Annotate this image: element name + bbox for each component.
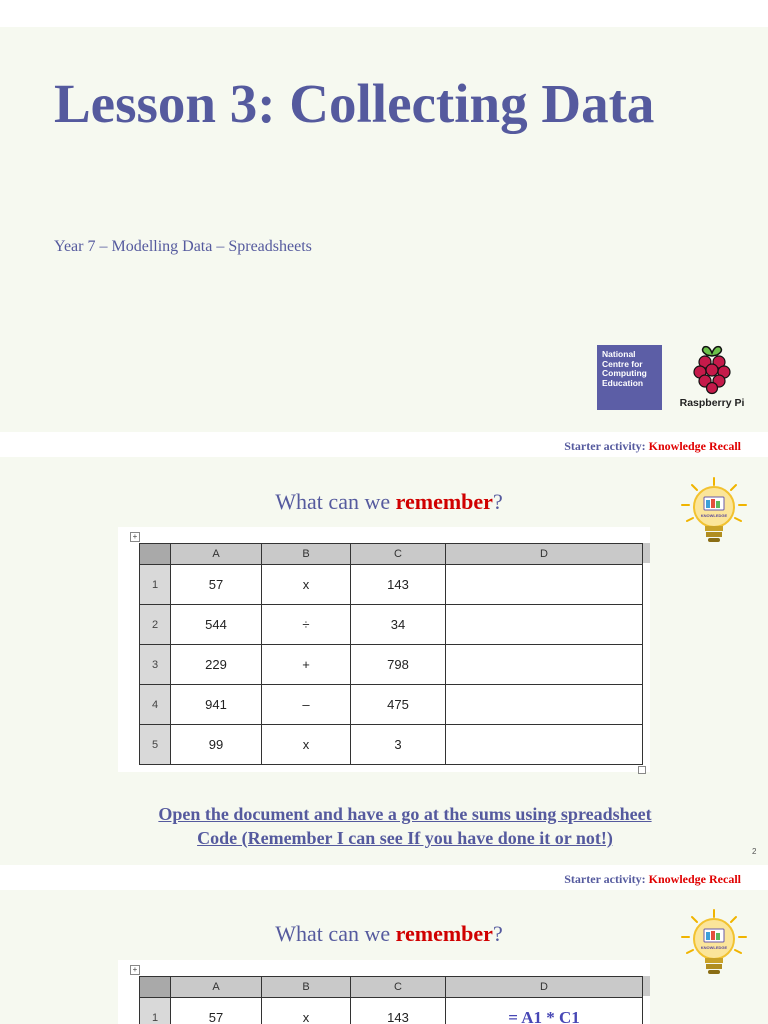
raspberry-icon: [690, 343, 734, 395]
badge-caption: KNOWLEDGE: [700, 945, 728, 950]
cell-d: [446, 685, 643, 725]
row-number: 1: [140, 565, 171, 605]
cell-b: –: [262, 685, 351, 725]
starter-label: Starter activity:: [564, 872, 646, 886]
table-move-handle[interactable]: +: [130, 532, 140, 542]
cell-a: 57: [171, 565, 262, 605]
row-number: 1: [140, 998, 171, 1024]
lesson-title: Lesson 3: Collecting Data: [54, 73, 655, 134]
starter-topic: Knowledge Recall: [648, 439, 741, 453]
column-header-a: A: [171, 544, 262, 565]
heading-text: What can we: [275, 921, 396, 946]
ncce-logo: [597, 345, 662, 410]
badge-caption: KNOWLEDGE: [700, 513, 728, 518]
cell-a: 229: [171, 645, 262, 685]
table-row: [140, 605, 643, 645]
heading-emphasis: remember: [395, 489, 493, 514]
table-row: [140, 565, 643, 605]
cell-d-formula: = A1 * C1: [446, 998, 643, 1024]
column-header-a: A: [171, 977, 262, 998]
lightbulb-icon: [674, 475, 754, 547]
cell-c: 143: [351, 565, 446, 605]
slide-heading: [0, 489, 768, 515]
corner-cell: [140, 544, 171, 565]
instruction-line: Code (Remember I can see If you have done it or not!): [197, 828, 613, 848]
column-header-row: [140, 544, 643, 565]
slide-heading: [0, 921, 768, 947]
answer-slide: [0, 890, 768, 1024]
cell-d: [446, 565, 643, 605]
cell-b: x: [262, 725, 351, 765]
row-number: 5: [140, 725, 171, 765]
column-header-d: D: [446, 977, 643, 998]
cell-d: [446, 645, 643, 685]
corner-cell: [140, 977, 171, 998]
cell-b: x: [262, 565, 351, 605]
starter-activity-label: [564, 872, 741, 887]
spreadsheet-image: [118, 960, 650, 1024]
lightbulb-icon: [674, 907, 754, 979]
cell-a: 99: [171, 725, 262, 765]
heading-text: What can we: [275, 489, 396, 514]
spreadsheet-grid: [139, 976, 643, 1024]
row-number: 2: [140, 605, 171, 645]
ncce-logo-line: Education: [602, 377, 644, 388]
column-header-c: C: [351, 977, 446, 998]
starter-topic: Knowledge Recall: [648, 872, 741, 886]
row-number: 3: [140, 645, 171, 685]
cell-c: 34: [351, 605, 446, 645]
cell-b: x: [262, 998, 351, 1024]
column-header-row: [140, 977, 643, 998]
page-number: 2: [752, 847, 757, 856]
lesson-subtitle: Year 7 – Modelling Data – Spreadsheets: [54, 238, 312, 255]
column-header-b: B: [262, 977, 351, 998]
ncce-logo-line: Computing: [602, 368, 647, 378]
instruction-link[interactable]: [0, 802, 768, 850]
table-row: [140, 725, 643, 765]
cell-c: 475: [351, 685, 446, 725]
heading-punct: ?: [492, 489, 503, 514]
column-header-d: D: [446, 544, 643, 565]
table-row: [140, 645, 643, 685]
table-move-handle[interactable]: +: [130, 965, 140, 975]
column-header-c: C: [351, 544, 446, 565]
cell-d: [446, 725, 643, 765]
cell-a: 941: [171, 685, 262, 725]
cell-b: ÷: [262, 605, 351, 645]
cell-c: 143: [351, 998, 446, 1024]
starter-activity-label: [564, 439, 741, 454]
ncce-logo-line: Centre for: [602, 358, 643, 369]
heading-emphasis: remember: [395, 921, 493, 946]
raspberry-pi-label: Raspberry Pi: [679, 397, 745, 409]
ncce-logo-line: National: [602, 349, 636, 359]
spreadsheet-image: [118, 527, 650, 772]
cell-d: [446, 605, 643, 645]
row-number: 4: [140, 685, 171, 725]
column-header-b: B: [262, 544, 351, 565]
starter-label: Starter activity:: [564, 439, 646, 453]
instruction-line: Open the document and have a go at the sums using spreadsheet: [158, 804, 652, 824]
cell-a: 544: [171, 605, 262, 645]
heading-punct: ?: [492, 921, 503, 946]
raspberry-pi-logo: [672, 343, 752, 413]
cell-a: 57: [171, 998, 262, 1024]
cell-c: 3: [351, 725, 446, 765]
table-row: [140, 685, 643, 725]
cell-c: 798: [351, 645, 446, 685]
title-slide: [0, 27, 768, 432]
spreadsheet-grid: [139, 543, 643, 765]
cell-b: +: [262, 645, 351, 685]
resize-handle[interactable]: [638, 766, 646, 774]
table-row: [140, 998, 643, 1024]
starter-slide: [0, 457, 768, 865]
